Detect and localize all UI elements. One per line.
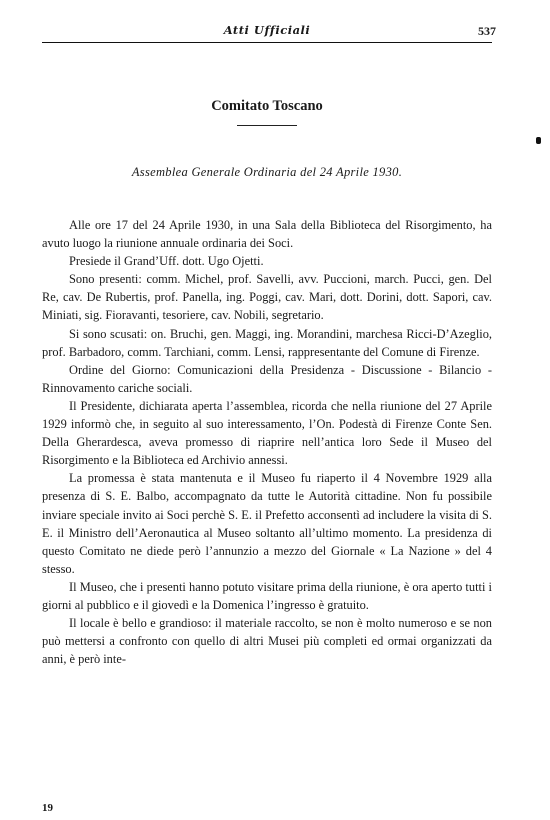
paragraph-promise: La promessa è stata mantenuta e il Museo fu riaperto il 4 Novembre 1929 alla presenza di S. E. Balbo, accompagnato da tutte le Autorità cittadine. Non fu possibile inviare speciale invito ai Soci perchè S. E. il Prefetto acconsentì ad includere la visita di S. E. il Ministro dell’Aeronautica al Museo soltanto all’ultimo momento. La presidenza di questo Comitato ne diede però l’annunzio a mezzo del Giornale « La Nazione » del 4 stesso.: [42, 471, 492, 576]
paragraph-present: Sono presenti: comm. Michel, prof. Savelli, avv. Puccioni, march. Pucci, gen. Del Re, cav. De Rubertis, prof. Panella, ing. Poggi, cav. Mari, dott. Dorini, dott. Sapori, cav. Miniati, sig. Fioravanti, tesoriere, cav. Nobili, segretario.: [42, 272, 492, 323]
header-rule: [42, 42, 492, 43]
paragraph-agenda: Ordine del Giorno: Comunicazioni della Presidenza - Discussione - Bilancio - Rinnovamento cariche sociali.: [42, 362, 492, 395]
running-head: [42, 22, 496, 42]
running-head-title: Atti Ufficiali: [223, 23, 311, 37]
paragraph-opening: Alle ore 17 del 24 Aprile 1930, in una Sala della Biblioteca del Risorgimento, ha avuto luogo la riunione annuale ordinaria dei Soci.: [42, 218, 492, 251]
title-divider: [237, 125, 297, 126]
section-title: Comitato Toscano: [211, 98, 323, 114]
body-text: [42, 216, 492, 668]
page-number: 537: [478, 24, 496, 38]
footer-signature: 19: [42, 802, 53, 814]
ink-blot-mark: [536, 137, 541, 144]
paragraph-museum: Il Museo, che i presenti hanno potuto visitare prima della riunione, è ora aperto tutti i giorni al pubblico e il giovedì e la Domenica l’ingresso è gratuito.: [42, 579, 492, 612]
paragraph-president: Il Presidente, dichiarata aperta l’assemblea, ricorda che nella riunione del 27 Aprile 1929 informò che, in seguito al suo interessamento, l’On. Podestà di Firenze Conte Sen. Della Gherardesca, aveva promesso di riaprire nell’antica loro Sede il Museo del Risorgimento e la Biblioteca ed Archivio annessi.: [42, 398, 492, 468]
paragraph-chair: Presiede il Grand’Uff. dott. Ugo Ojetti.: [69, 254, 264, 269]
paragraph-premises: Il locale è bello e grandioso: il materiale raccolto, se non è molto numeroso e se non può mettersi a confronto con quello di altri Musei più completi ed ormai organizzati da anni, è però inte-: [42, 616, 492, 667]
paragraph-excused: Si sono scusati: on. Bruchi, gen. Maggi, ing. Morandini, marchesa Ricci-D’Azeglio, prof. Barbadoro, comm. Tarchiani, comm. Lensi, rappresentante del Comune di Firenze.: [42, 326, 492, 359]
meeting-subtitle: Assemblea Generale Ordinaria del 24 Aprile 1930.: [131, 165, 403, 179]
